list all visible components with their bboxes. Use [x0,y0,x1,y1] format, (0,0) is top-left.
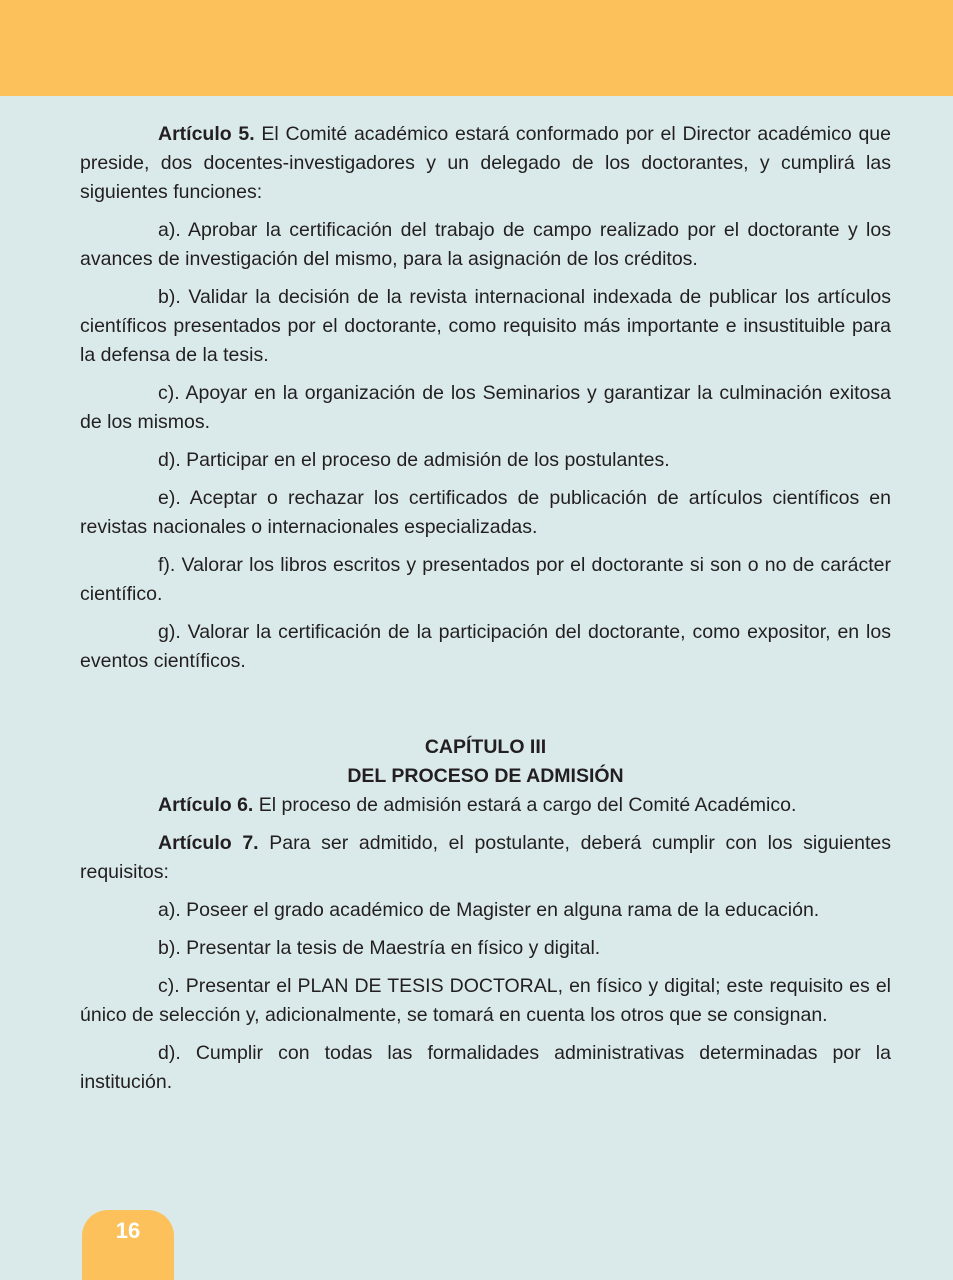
article-7-item-a: a). Poseer el grado académico de Magister en alguna rama de la educación. [158,899,820,921]
chapter-number: CAPÍTULO III [424,736,547,758]
article-7-item-b: b). Presentar la tesis de Maestría en físico y digital. [158,937,601,959]
article-5-item-e: e). Aceptar o rechazar los certificados de publicación de artículos científicos en revistas nacionales o internacionales especializadas. [80,487,891,538]
article-5-item-b: b). Validar la decisión de la revista internacional indexada de publicar los artículos científicos presentados por el doctorante, como requisito más importante e insustituible para la defensa de la tesis. [80,286,891,366]
article-5-item-c: c). Apoyar en la organización de los Seminarios y garantizar la culminación exitosa de los mismos. [80,382,891,433]
article-5-text: El Comité académico estará conformado por el Director académico que preside, dos docentes-investigadores y un delegado de los doctorantes, y cumplirá las siguientes funciones: [80,123,891,203]
article-5-item-a: a). Aprobar la certificación del trabajo de campo realizado por el doctorante y los avances de investigación del mismo, para la asignación de los créditos. [80,219,891,270]
page-number-tab [82,1210,174,1280]
article-5-label: Artículo 5. [158,123,255,145]
article-5-item-g: g). Valorar la certificación de la participación del doctorante, como expositor, en los eventos científicos. [80,621,891,672]
article-7-label: Artículo 7. [158,832,259,854]
article-5-item-f: f). Valorar los libros escritos y presentados por el doctorante si son o no de carácter científico. [80,554,891,605]
article-7-text: Para ser admitido, el postulante, deberá cumplir con los siguientes requisitos: [80,832,891,883]
article-5-item-d: d). Participar en el proceso de admisión de los postulantes. [158,449,670,471]
article-7 [80,829,891,887]
article-6-text: El proceso de admisión estará a cargo del Comité Académico. [253,794,797,816]
header-band [0,0,953,96]
article-7-item-c: c). Presentar el PLAN DE TESIS DOCTORAL, en físico y digital; este requisito es el único de selección y, adicionalmente, se tomará en cuenta los otros que se consignan. [80,975,891,1026]
article-6-label: Artículo 6. [158,794,254,816]
article-6 [80,791,891,820]
page-number: 16 [115,1218,141,1243]
article-7-item-d: d). Cumplir con todas las formalidades administrativas determinadas por la institución. [80,1042,891,1093]
chapter-heading [80,733,891,791]
chapter-title: DEL PROCESO DE ADMISIÓN [347,765,624,787]
article-5 [80,120,891,207]
document-body [80,120,891,1106]
